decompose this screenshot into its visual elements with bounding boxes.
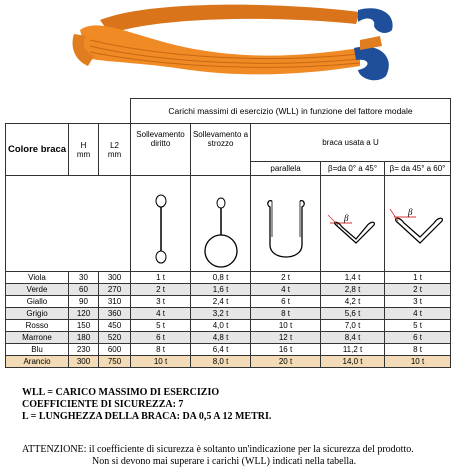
cell-strozzo: 4,0 t bbox=[191, 320, 251, 332]
cell-l2: 520 bbox=[99, 332, 131, 344]
sling-front-band bbox=[80, 25, 360, 74]
table-row bbox=[6, 272, 451, 284]
col-header-diritto: Sollevamento diritto bbox=[131, 124, 191, 176]
cell-colore: Rosso bbox=[6, 320, 69, 332]
diagram-beta-0-45 bbox=[321, 176, 385, 272]
cell-strozzo: 0,8 t bbox=[191, 272, 251, 284]
cell-b045: 14,0 t bbox=[321, 356, 385, 368]
notes bbox=[22, 387, 271, 423]
attention-line-1: ATTENZIONE: il coefficiente di sicurezza è soltanto un'indicazione per la sicurezza del prodotto. bbox=[22, 444, 414, 455]
cell-l2: 750 bbox=[99, 356, 131, 368]
cell-parallela: 16 t bbox=[251, 344, 321, 356]
note-coeff: COEFFICIENTE DI SICUREZZA: 7 bbox=[22, 399, 184, 410]
cell-colore: Blu bbox=[6, 344, 69, 356]
cell-b4560: 10 t bbox=[385, 356, 451, 368]
cell-h: 180 bbox=[69, 332, 99, 344]
cell-parallela: 2 t bbox=[251, 272, 321, 284]
cell-b4560: 5 t bbox=[385, 320, 451, 332]
diagram-beta-45-60 bbox=[385, 176, 451, 272]
cell-colore: Viola bbox=[6, 272, 69, 284]
cell-strozzo: 4,8 t bbox=[191, 332, 251, 344]
table-row bbox=[6, 296, 451, 308]
cell-l2: 600 bbox=[99, 344, 131, 356]
table-row bbox=[6, 320, 451, 332]
cell-l2: 300 bbox=[99, 272, 131, 284]
cell-strozzo: 3,2 t bbox=[191, 308, 251, 320]
cell-strozzo: 1,6 t bbox=[191, 284, 251, 296]
cell-b4560: 1 t bbox=[385, 272, 451, 284]
cell-b4560: 8 t bbox=[385, 344, 451, 356]
beta-label: β bbox=[343, 212, 349, 223]
cell-l2: 270 bbox=[99, 284, 131, 296]
cell-b045: 4,2 t bbox=[321, 296, 385, 308]
table-row bbox=[6, 308, 451, 320]
attention-line-2: Non si devono mai superare i carichi (WLL) indicati nella tabella. bbox=[92, 456, 357, 467]
table-row bbox=[6, 284, 451, 296]
cell-l2: 360 bbox=[99, 308, 131, 320]
cell-b045: 11,2 t bbox=[321, 344, 385, 356]
diagram-blank bbox=[6, 176, 131, 272]
cell-diritto: 4 t bbox=[131, 308, 191, 320]
sling-photo bbox=[60, 0, 400, 95]
cell-h: 30 bbox=[69, 272, 99, 284]
cell-parallela: 20 t bbox=[251, 356, 321, 368]
cell-diritto: 10 t bbox=[131, 356, 191, 368]
cell-h: 300 bbox=[69, 356, 99, 368]
table-row bbox=[6, 356, 451, 368]
cell-colore: Grigio bbox=[6, 308, 69, 320]
cell-colore: Arancio bbox=[6, 356, 69, 368]
cell-b045: 7,0 t bbox=[321, 320, 385, 332]
note-wll: WLL = CARICO MASSIMO DI ESERCIZIO bbox=[22, 387, 220, 398]
blank-corner bbox=[6, 99, 131, 124]
table-row bbox=[6, 332, 451, 344]
cell-parallela: 6 t bbox=[251, 296, 321, 308]
cell-h: 60 bbox=[69, 284, 99, 296]
cell-parallela: 4 t bbox=[251, 284, 321, 296]
cell-l2: 450 bbox=[99, 320, 131, 332]
cell-b4560: 3 t bbox=[385, 296, 451, 308]
cell-b045: 8,4 t bbox=[321, 332, 385, 344]
cell-strozzo: 6,4 t bbox=[191, 344, 251, 356]
cell-diritto: 5 t bbox=[131, 320, 191, 332]
cell-b045: 5,6 t bbox=[321, 308, 385, 320]
cell-h: 230 bbox=[69, 344, 99, 356]
blue-eye-top bbox=[358, 8, 393, 33]
cell-colore: Giallo bbox=[6, 296, 69, 308]
note-length: L = LUNGHEZZA DELLA BRACA: DA 0,5 A 12 METRI. bbox=[22, 411, 272, 422]
cell-diritto: 3 t bbox=[131, 296, 191, 308]
cell-parallela: 12 t bbox=[251, 332, 321, 344]
col-header-beta-45-60: β= da 45° a 60° bbox=[385, 162, 451, 176]
cell-parallela: 10 t bbox=[251, 320, 321, 332]
cell-diritto: 2 t bbox=[131, 284, 191, 296]
diagram-parallel bbox=[251, 176, 321, 272]
cell-diritto: 6 t bbox=[131, 332, 191, 344]
col-header-parallela: parallela bbox=[251, 162, 321, 176]
col-header-beta-0-45: β=da 0° a 45° bbox=[321, 162, 385, 176]
cell-parallela: 8 t bbox=[251, 308, 321, 320]
cell-colore: Marrone bbox=[6, 332, 69, 344]
load-table bbox=[5, 98, 451, 368]
cell-h: 90 bbox=[69, 296, 99, 308]
cell-h: 120 bbox=[69, 308, 99, 320]
cell-b045: 2,8 t bbox=[321, 284, 385, 296]
cell-strozzo: 2,4 t bbox=[191, 296, 251, 308]
cell-diritto: 1 t bbox=[131, 272, 191, 284]
cell-b4560: 4 t bbox=[385, 308, 451, 320]
cell-b4560: 6 t bbox=[385, 332, 451, 344]
cell-colore: Verde bbox=[6, 284, 69, 296]
main-header: Carichi massimi di esercizio (WLL) in funzione del fattore modale bbox=[131, 99, 451, 124]
col-header-h: H mm bbox=[69, 124, 99, 176]
cell-l2: 310 bbox=[99, 296, 131, 308]
col-header-braca-u: braca usata a U bbox=[251, 124, 451, 162]
cell-b4560: 2 t bbox=[385, 284, 451, 296]
col-header-colore: Colore braca bbox=[6, 124, 69, 176]
diagram-choke-lift bbox=[191, 176, 251, 272]
col-header-l2: L2 mm bbox=[99, 124, 131, 176]
attention-note bbox=[22, 444, 414, 468]
diagram-straight-lift bbox=[131, 176, 191, 272]
cell-b045: 1,4 t bbox=[321, 272, 385, 284]
beta-label: β bbox=[407, 206, 413, 217]
cell-diritto: 8 t bbox=[131, 344, 191, 356]
cell-h: 150 bbox=[69, 320, 99, 332]
table-row bbox=[6, 344, 451, 356]
cell-strozzo: 8,0 t bbox=[191, 356, 251, 368]
sling-back-band bbox=[100, 5, 360, 34]
col-header-strozzo: Sollevamento a strozzo bbox=[191, 124, 251, 176]
